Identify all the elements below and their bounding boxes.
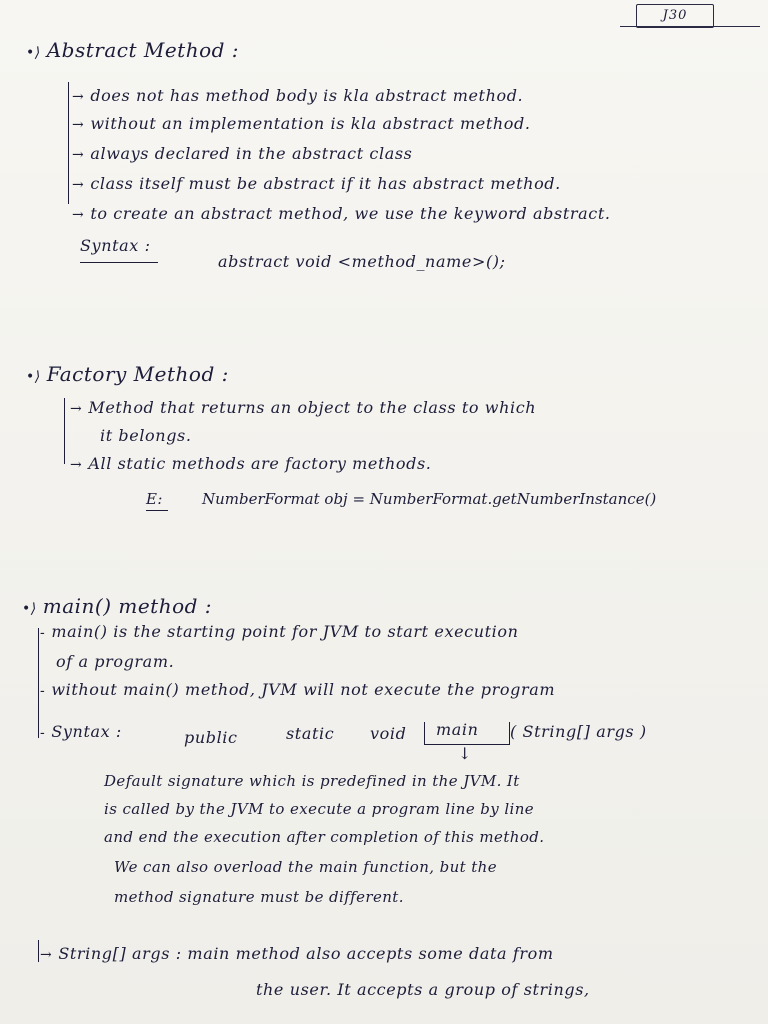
main-explanation-3: and end the execution after completion of this method. [104,828,545,846]
bullet-icon: •⟩ [22,601,37,617]
abstract-heading-text: Abstract Method : [46,38,240,62]
arrow-icon: → [72,177,85,193]
syntax-underline [80,262,158,263]
factory-line-1: → Method that returns an object to the class to which [70,398,537,417]
arrow-icon: → [72,89,85,105]
main-explanation-2: is called by the JVM to execute a program line by line [104,800,535,818]
abstract-line-3: → always declared in the abstract class [72,144,413,163]
arrow-icon: → [70,457,83,473]
main-syntax-static: static [286,724,335,743]
example-underline [146,510,168,511]
abstract-syntax-label: Syntax : [80,236,151,255]
bullet-icon: •⟩ [26,45,41,61]
args-bracket [38,940,39,962]
main-line-3: - without main() method, JVM will not execute the program [40,680,556,699]
abstract-line-2: → without an implementation is kla abstract method. [72,114,531,133]
down-arrow-icon: ↓ [458,744,472,763]
factory-heading-text: Factory Method : [46,362,229,386]
section-factory-method-heading [26,362,229,386]
abstract-line-4: → class itself must be abstract if it has abstract method. [72,174,561,193]
dash-icon: - [40,725,46,741]
main-line-2: of a program. [56,652,175,671]
main-args-line-2: the user. It accepts a group of strings, [256,980,590,999]
factory-line-2: it belongs. [100,426,192,445]
main-syntax-public: public [184,728,238,747]
main-explanation-4: We can also overload the main function, but the [114,858,498,876]
main-syntax-args: ( String[] args ) [510,722,647,741]
arrow-icon: → [72,117,85,133]
factory-line-3: → All static methods are factory methods. [70,454,432,473]
main-bracket [38,628,39,738]
bullet-icon: •⟩ [26,369,41,385]
section-main-method-heading [22,594,212,618]
main-explanation-5: method signature must be different. [114,888,404,906]
section-abstract-method-heading [26,38,239,62]
factory-bracket [64,398,65,464]
main-args-line-1: → String[] args : main method also accepts some data from [40,944,554,963]
abstract-bracket [68,82,69,204]
arrow-icon: → [72,207,85,223]
dash-icon: - [40,625,46,641]
page-number-box: J30 [636,4,714,28]
main-syntax-label: - Syntax : [40,722,122,741]
main-heading-text: main() method : [42,594,213,618]
factory-example-label: E: [146,490,163,508]
main-explanation-1: Default signature which is predefined in the JVM. It [104,772,520,790]
arrow-icon: → [72,147,85,163]
abstract-line-1: → does not has method body is kla abstract method. [72,86,524,105]
main-syntax-void: void [370,724,407,743]
arrow-icon: → [70,401,83,417]
arrow-icon: → [40,947,53,963]
dash-icon: - [40,683,46,699]
main-syntax-main: main [436,720,479,739]
main-line-1: - main() is the starting point for JVM to start execution [40,622,519,641]
page-number-rule [620,26,760,27]
factory-example-code: NumberFormat obj = NumberFormat.getNumberInstance() [202,490,657,508]
abstract-syntax-code: abstract void <method_name>(); [218,252,506,271]
abstract-line-5: → to create an abstract method, we use the keyword abstract. [72,204,611,223]
